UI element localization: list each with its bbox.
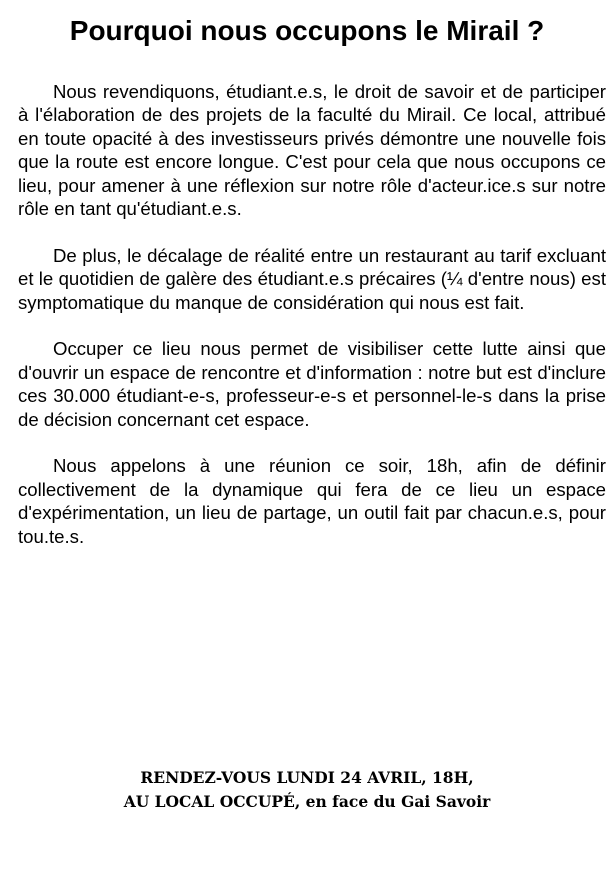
paragraph-reunion: Nous appelons à une réunion ce soir, 18h, afin de définir collectivement de la dynamique qui fera de ce lieu un espace d'expérimentation, un lieu de partage, un outil fait par chacun.e.s, pour tou.te.s.: [18, 455, 606, 547]
paragraph-revendication: Nous revendiquons, étudiant.e.s, le droit de savoir et de participer à l'élaboration de des projets de la faculté du Mirail. Ce local, attribué en toute opacité à des investisseurs privés démontre une nouvelle fois que la route est encore longue. C'est pour cela que nous occupons ce lieu, pour amener à une réflexion sur notre rôle d'acteur.ice.s sur notre rôle en tant qu'étudiant.e.s.: [18, 81, 606, 220]
rendezvous-location: AU LOCAL OCCUPÉ, en face du Gai Savoir: [123, 792, 491, 811]
flyer-title: Pourquoi nous occupons le Mirail ?: [69, 15, 545, 46]
paragraph-occupation: Occuper ce lieu nous permet de visibiliser cette lutte ainsi que d'ouvrir un espace de rencontre et d'information : notre but est d'inclure ces 30.000 étudiant-e-s, professeur-e-s et personnel-le-s dans la prise de décision concernant cet espace.: [18, 338, 606, 430]
flyer-body: [18, 80, 606, 548]
rendezvous-date: RENDEZ-VOUS LUNDI 24 AVRIL, 18H,: [140, 768, 474, 787]
paragraph-decalage: De plus, le décalage de réalité entre un restaurant au tarif excluant et le quotidien de galère des étudiant.e.s précaires (¼ d'entre nous) est symptomatique du manque de considération qui nous est fait.: [18, 244, 606, 313]
rendezvous-block: [0, 766, 614, 814]
